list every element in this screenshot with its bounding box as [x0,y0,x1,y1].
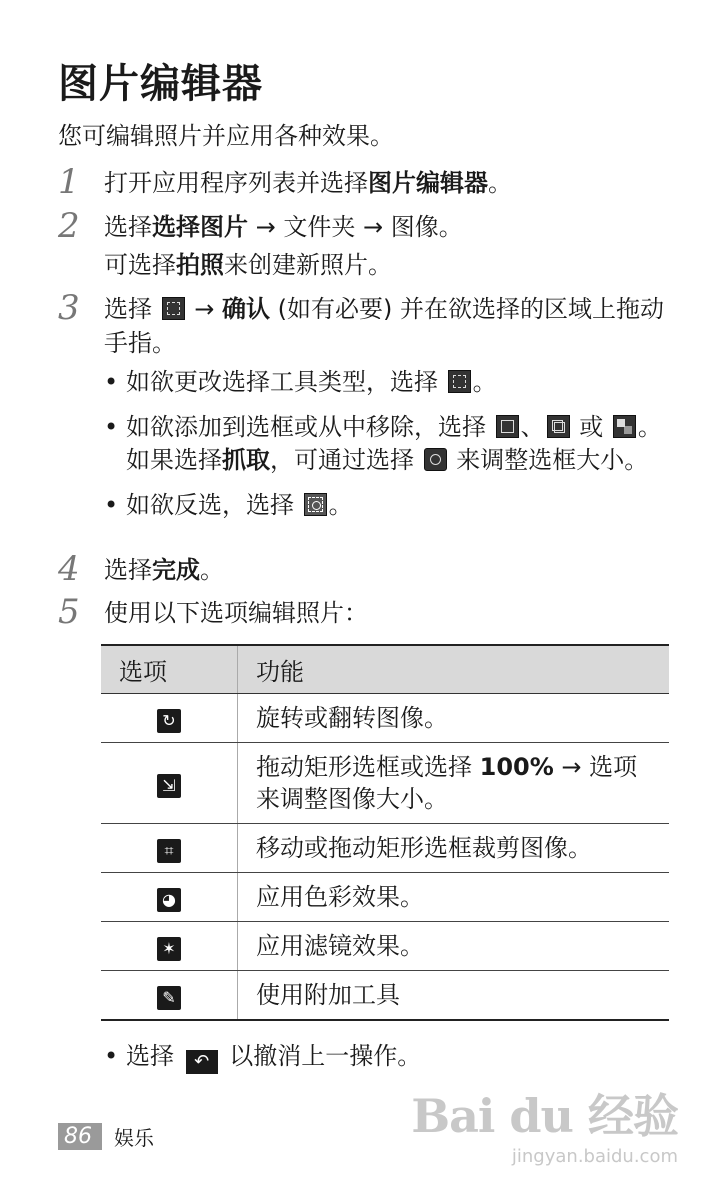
step-2: 2 选择选择图片 → 文件夹 → 图像。 可选择拍照来创建新照片。 [58,206,463,279]
step-5: 5 使用以下选项编辑照片： [58,592,368,632]
step-number: 3 [58,288,80,328]
table-row [101,694,669,743]
menu-name: 图片编辑器 [368,169,488,197]
table-cell: 应用色彩效果。 [238,873,670,922]
table-row [101,873,669,922]
option-name: 拍照 [176,251,224,279]
step-number: 1 [58,162,80,202]
table-cell: 移动或拖动矩形选框裁剪图像。 [238,824,670,873]
step-number: 4 [58,549,80,589]
step-number: 5 [58,592,80,632]
selection-tool-icon [162,297,185,320]
option-name: 完成 [152,556,200,584]
options-table [101,644,669,1021]
rotate-icon: ↻ [157,709,181,733]
list-item: • 如欲更改选择工具类型，选择 。 [104,368,497,396]
list-item: • 如欲反选，选择 。 [104,491,353,519]
remove-selection-icon [547,415,570,438]
table-row [101,971,669,1021]
table-header-row [101,645,669,694]
step-3-bullets [104,366,674,534]
page-footer [58,1122,154,1151]
undo-note: • 选择 ↶ 以撤消上一操作。 [104,1042,422,1072]
page-title: 图片编辑器 [58,61,263,107]
list-item: • 如欲添加到选框或从中移除，选择 、 或 。如果选择抓取，可通过选择 来调整选框大小。 [104,413,662,474]
table-cell: 使用附加工具 [238,971,670,1021]
tools-icon: ✎ [157,986,181,1010]
step-3: 3 选择 → 确认 (如有必要) 并在欲选择的区域上拖动手指。 [58,288,664,357]
palette-icon: ◕ [157,888,181,912]
column-header-option: 选项 [101,645,238,694]
table-row [101,922,669,971]
add-selection-icon [496,415,519,438]
section-name: 娱乐 [114,1126,154,1150]
crop-icon: ⌗ [157,839,181,863]
table-row [101,743,669,824]
watermark-brand: Bai du 经验 [411,1089,678,1143]
step-number: 2 [58,206,80,246]
intro-text: 您可编辑照片并应用各种效果。 [58,122,394,150]
step-1: 1 打开应用程序列表并选择图片编辑器。 [58,162,512,202]
option-name: 确认 [222,295,271,323]
watermark [411,1080,678,1167]
option-name: 选择图片 [152,213,248,241]
grab-handle-icon [424,448,447,471]
column-header-function: 功能 [238,645,670,694]
selection-tool-icon [448,370,471,393]
table-cell: 应用滤镜效果。 [238,922,670,971]
page-number: 86 [58,1123,102,1150]
intersect-selection-icon [613,415,636,438]
resize-icon: ⇲ [157,774,181,798]
watermark-url: jingyan.baidu.com [511,1146,678,1167]
step-4: 4 选择完成。 [58,549,224,589]
table-row [101,824,669,873]
table-cell: 拖动矩形选框或选择 100% → 选项来调整图像大小。 [238,743,670,824]
undo-icon: ↶ [186,1050,218,1074]
filter-icon: ✶ [157,937,181,961]
table-cell: 旋转或翻转图像。 [238,694,670,743]
invert-selection-icon [304,493,327,516]
